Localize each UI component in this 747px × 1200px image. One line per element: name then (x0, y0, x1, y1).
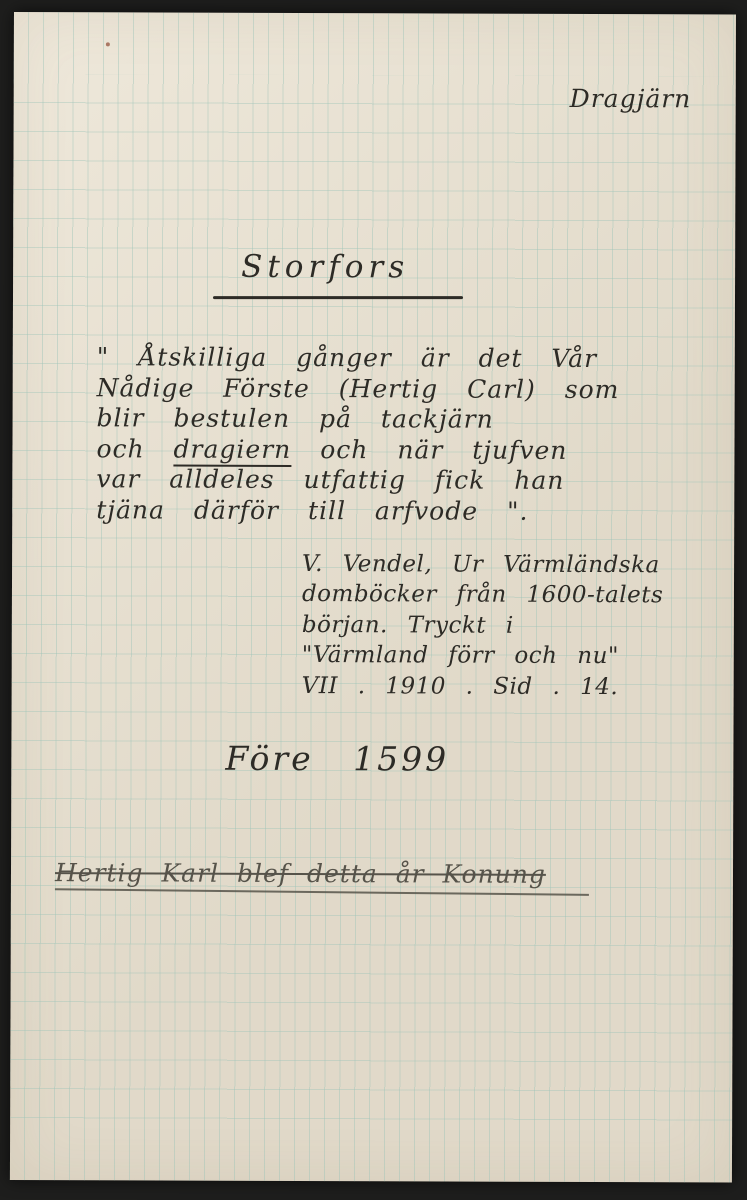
citation-line: V. Vendel, Ur Värmländska (302, 551, 660, 579)
citation-line: "Värmland förr och nu" (301, 642, 620, 670)
citation-line: domböcker från 1600-talets (301, 581, 664, 609)
title-underline (213, 296, 463, 299)
strike-line (55, 888, 589, 896)
quote-block (96, 342, 619, 527)
quote-line: tjäna därför till arfvode ". (96, 495, 529, 526)
date-note: Före 1599 (225, 738, 450, 779)
notebook-page (10, 12, 736, 1183)
corner-annotation: Dragjärn (569, 83, 692, 114)
underlined-word: dragiern (174, 434, 292, 466)
quote-line-part: och (96, 434, 145, 464)
paper-speck (106, 42, 110, 46)
quote-line: Nådige Förste (Hertig Carl) som (96, 372, 620, 404)
quote-line-part: och när tjufven (320, 434, 568, 465)
citation-line: VII . 1910 . Sid . 14. (301, 672, 619, 700)
quote-line: " Åtskilliga gånger är det Vår (96, 342, 598, 374)
citation-block (302, 549, 664, 702)
quote-line: var alldeles utfattig fick han (96, 464, 565, 496)
quote-line (96, 434, 619, 466)
struck-text: Hertig Karl blef detta år Konung (54, 858, 546, 889)
page-title: Storfors (241, 248, 410, 286)
citation-line: början. Tryckt i (301, 611, 514, 639)
quote-line: blir bestulen på tackjärn (96, 403, 494, 434)
